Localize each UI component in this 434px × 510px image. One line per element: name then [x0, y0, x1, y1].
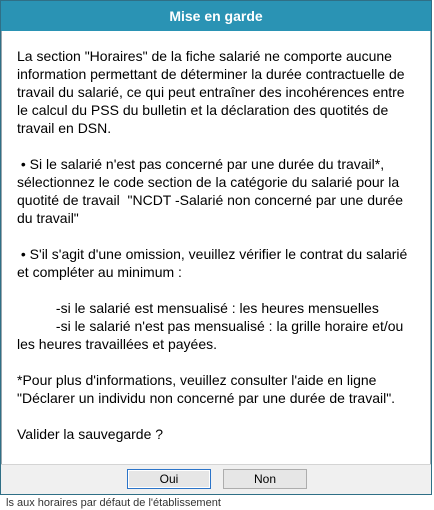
no-button[interactable]: Non: [223, 469, 307, 489]
message-paragraph-ncdt: • Si le salarié n'est pas concerné par une durée du travail*, sélectionnez le code section de la catégorie du salarié pour la quotité de travail "NCDT -Salarié non concerné par une durée du travail": [17, 156, 407, 226]
dialog-button-bar: [1, 464, 431, 494]
background-partial-text: ls aux horaires par défaut de l'établissement: [6, 497, 221, 509]
message-paragraph-omission: • S'il s'agit d'une omission, veuillez vérifier le contrat du salarié et compléter au minimum :: [17, 246, 412, 280]
dialog-message: [1, 31, 431, 465]
message-paragraph-question: Valider la sauvegarde ?: [17, 426, 164, 442]
yes-button[interactable]: Oui: [127, 469, 211, 489]
message-paragraph-intro: La section "Horaires" de la fiche salarié ne comporte aucune information permettant de déterminer la durée contractuelle de travail du salarié, ce qui peut entraîner des incohérences entre le calcul du PSS du bulletin et la déclaration des quotités de travail en DSN.: [17, 48, 409, 136]
dialog-title: Mise en garde: [1, 1, 431, 31]
message-paragraph-details: -si le salarié est mensualisé : les heures mensuelles -si le salarié n'est pas mensualisé : la grille horaire et/ou les heures travaillées et payées.: [17, 300, 404, 352]
message-paragraph-help: *Pour plus d'informations, veuillez consulter l'aide en ligne "Déclarer un individu non concerné par une durée de travail".: [17, 372, 396, 406]
